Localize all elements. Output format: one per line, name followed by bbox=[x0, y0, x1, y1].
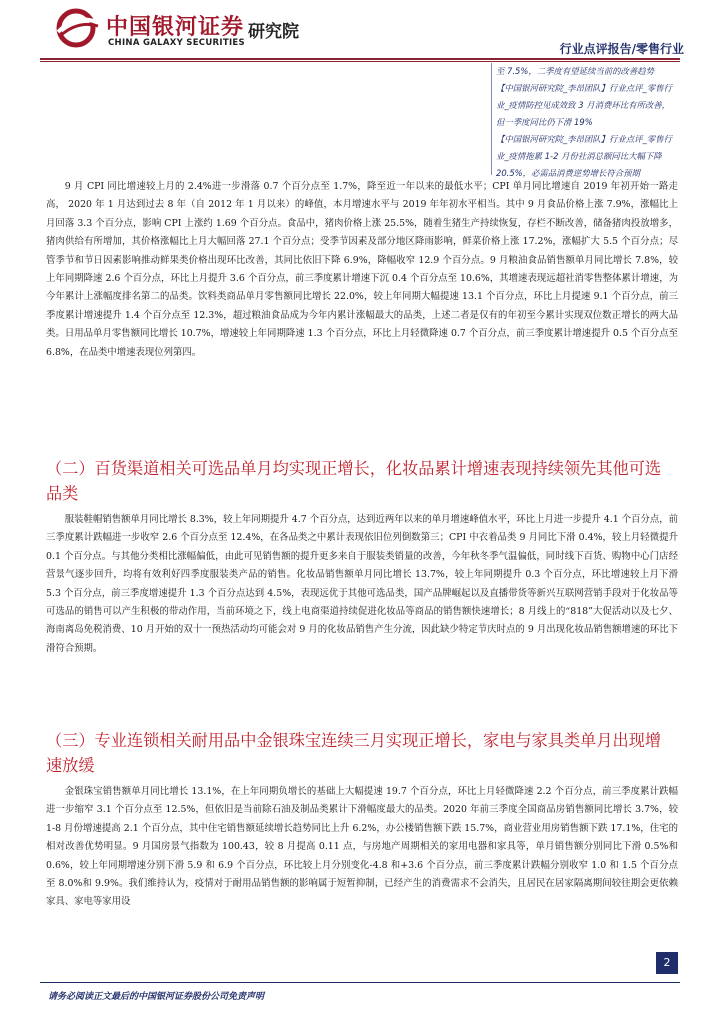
page-number: 2 bbox=[656, 952, 678, 974]
header-divider-thin bbox=[40, 61, 680, 62]
china-galaxy-logo-icon bbox=[54, 8, 100, 48]
related-report-line[interactable]: 【中国银河研究院_李昂团队】行业点评_零售行 bbox=[496, 134, 672, 144]
footer-divider bbox=[40, 982, 680, 983]
related-report-line[interactable]: 业_疫情防控见成效致 3 月消费环比有所改善， bbox=[496, 100, 670, 110]
related-report-line[interactable]: 【中国银河研究院_李昂团队】行业点评_零售行 bbox=[496, 83, 672, 93]
related-report-line: 至 7.5%，二季度有望延续当前的改善趋势 bbox=[496, 66, 654, 76]
related-report-line[interactable]: 20.5%，必需品消费逆势增长符合预期 bbox=[496, 168, 640, 178]
section-heading-department-store: （二）百货渠道相关可选品单月均实现正增长，化妆品累计增速表现持续领先其他可选品类 bbox=[46, 459, 662, 503]
disclaimer-text: 请务必阅读正文最后的中国银河证券股份公司免责声明 bbox=[48, 992, 265, 1002]
related-reports-sidebar bbox=[491, 63, 681, 178]
related-report-line[interactable]: 业_疫情拖累 1-2 月份社消总额同比大幅下降 bbox=[496, 151, 662, 161]
logo-chinese-name: 中国银河证券 bbox=[106, 15, 245, 40]
header-divider bbox=[40, 58, 680, 60]
report-type-label: 行业点评报告/零售行业 bbox=[559, 42, 684, 56]
section-heading-durables: （三）专业连锁相关耐用品中金银珠宝连续三月实现正增长，家电与家具类单月出现增速放缓 bbox=[46, 731, 662, 775]
page-header bbox=[0, 0, 724, 62]
body-paragraph-apparel-cosmetics: 服装鞋帽销售额单月同比增长 8.3%，较上年同期提升 4.7 个百分点，达到近两年以来的单月增速峰值水平，环比上月进一步提升 4.1 个百分点，前三季度累计跌幅进一步收窄 2.6 个百分点至 12.4%，在各品类之中累计表现依旧位列倒数第三；CPI 中衣着品类 9 月同比下滑 0.4%，较上月轻微提升 0.1 个百分点。与其他分类相比涨幅偏低，由此可见销售额的提升更多来自于服装类销量的改善，今年秋冬季气温偏低，同时线下百货、购物中心门店经营景气逐步回升，均将有效利好四季度服装类产品的销售。化妆品销售额单月同比增长 13.7%，较上年同期提升 0.3 个百分点，环比增速较上月下滑 5.3 个百分点，前三季度增速提升 1.3 个百分点达到 4.5%，表现远优于其他可选品类，国产品牌崛起以及直播带货等新兴互联网营销手段对于化妆品等可选品的销售可以产生积极的带动作用，当前环境之下，线上电商渠道持续促进化妆品等商品的销售额快速增长；8 月线上的“818”大促活动以及七夕、海南离岛免税消费、10 月开始的双十一预热活动均可能会对 9 月的化妆品销售产生分流，因此缺少特定节庆时点的 9 月出现化妆品销售额增速的环比下滑符合预期。 bbox=[46, 514, 678, 654]
related-report-line[interactable]: 但一季度同比仍下滑 19% bbox=[496, 117, 593, 127]
body-paragraph-food-cpi: 9 月 CPI 同比增速较上月的 2.4%进一步滑落 0.7 个百分点至 1.7%，降至近一年以来的最低水平；CPI 单月同比增速自 2019 年初开始一路走高， 2020 年 1 月达到过去 8 年（自 2012 年 1 月以来）的峰值，本月增速水平与 2019 年年初水平相当。其中 9 月食品价格上涨 7.9%，涨幅比上月回落 3.3 个百分点，影响 CPI 上涨约 1.69 个百分点。食品中，猪肉价格上涨 25.5%，随着生猪生产持续恢复，存栏不断改善，储备猪肉投放增多，猪肉供给有所增加，其价格涨幅比上月大幅回落 27.1 个百分点；受季节因素及部分地区降雨影响，鲜菜价格上涨 17.2%，涨幅扩大 5.5 个百分点；尽管季节和节日因素影响推动鲜果类价格出现环比改善，其同比依旧下降 6.9%，降幅收窄 12.9 个百分点。9 月粮油食品销售额单月同比增长 7.8%，较上年同期降速 2.6 个百分点，环比上月提升 3.6 个百分点，前三季度累计增速下沉 0.4 个百分点至 10.6%，其增速表现远超社消零售整体累计增速，为今年累计上涨幅度排名第二的品类。饮料类商品单月零售额同比增长 22.0%，较上年同期大幅提速 13.1 个百分点，环比上月提速 9.1 个百分点，前三季度累计增速提升 1.4 个百分点至 12.3%，超过粮油食品成为今年内累计涨幅最大的品类，上述二者是仅有的年初至今累计实现双位数正增长的两大品类。日用品单月零售额同比增长 10.7%，增速较上年同期降速 1.3 个百分点，环比上月轻微降速 0.7 个百分点，前三季度累计增速提升 0.5 个百分点至 6.8%，在品类中增速表现位列第四。 bbox=[46, 181, 678, 358]
logo-english-name: CHINA GALAXY SECURITIES bbox=[108, 38, 245, 48]
body-paragraph-jewelry-appliances: 金银珠宝销售额单月同比增长 13.1%，在上年同期负增长的基础上大幅提速 19.7 个百分点，环比上月轻微降速 2.2 个百分点，前三季度累计跌幅进一步缩窄 3.1 个百分点至 12.5%，但依旧是当前除石油及制品类累计下滑幅度最大的品类。2020 年前三季度全国商品房销售额同比增长 3.7%，较 1-8 月份增速提高 2.1 个百分点，其中住宅销售额延续增长趋势同比上升 6.2%，办公楼销售额下跌 15.7%，商业营业用房销售额下跌 17.1%，住宅的相对改善优势明显。9 月国房景气指数为 100.43，较 8 月提高 0.11 点，与房地产周期相关的家用电器和家具等，单月销售额分别同比下滑 0.5%和 0.6%，较上年同期增速分别下滑 5.9 和 6.9 个百分点，环比较上月分别变化-4.8 和+3.6 个百分点，前三季度累计跌幅分别收窄 1.0 和 1.5 个百分点至 8.0%和 9.9%。我们维持认为，疫情对于耐用品销售额的影响属于短暂抑制，已经产生的消费需求不会消失，且居民在居家隔离期间较往期会更依赖家具、家电等家用设 bbox=[46, 786, 678, 908]
logo-department: 研究院 bbox=[248, 22, 299, 42]
